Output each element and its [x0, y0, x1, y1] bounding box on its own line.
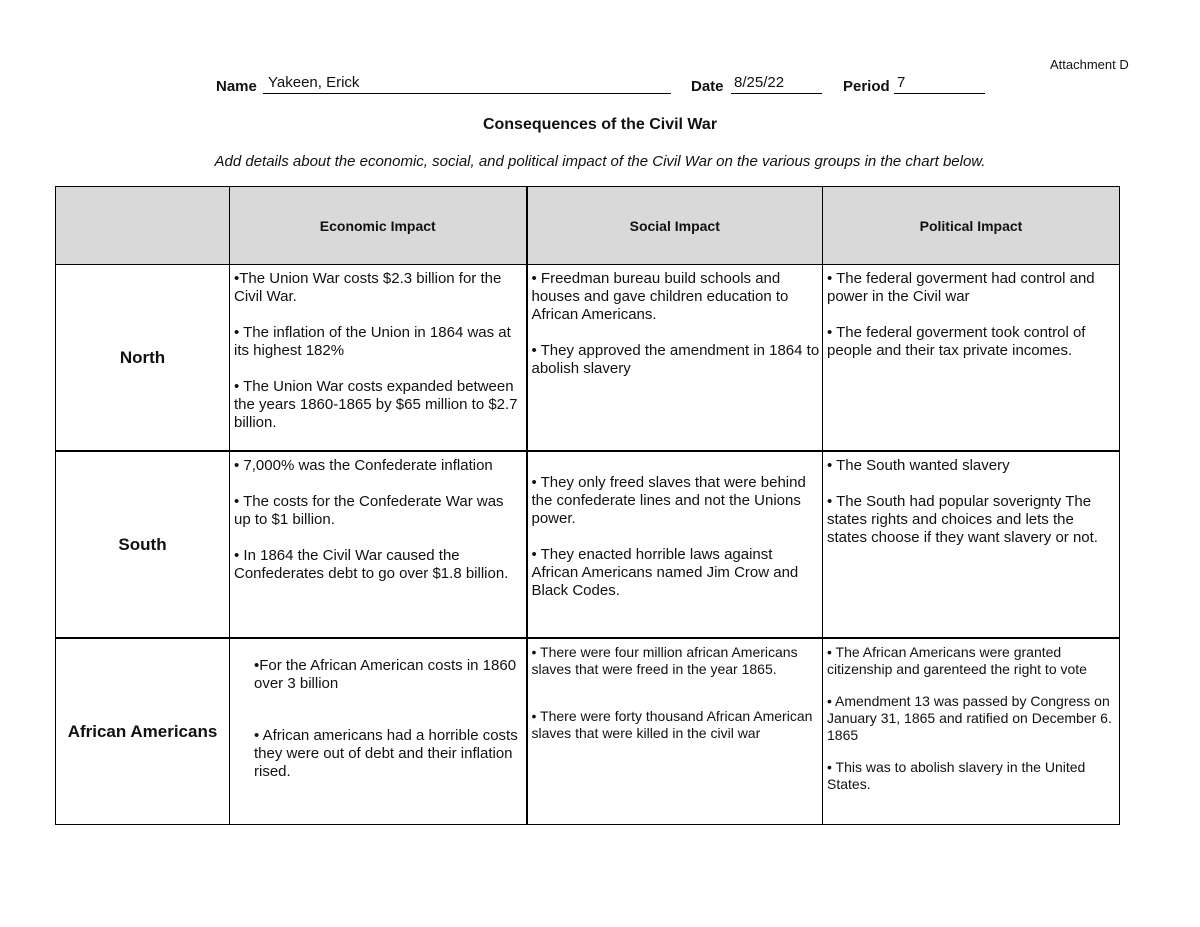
cell-text: • They enacted horrible laws against African Americans named Jim Crow and Black Codes. — [531, 546, 799, 599]
cell-text: • They approved the amendment in 1864 to abolish slavery — [531, 342, 820, 377]
south-political-cell[interactable] — [823, 451, 1120, 638]
north-social-cell[interactable] — [527, 265, 823, 452]
corner-header — [56, 187, 230, 265]
north-economic-cell[interactable] — [230, 265, 527, 452]
impact-table — [55, 186, 1120, 825]
african-americans-political-cell[interactable] — [823, 638, 1120, 825]
economic-header: Economic Impact — [230, 187, 527, 265]
cell-text: • The costs for the Confederate War was up to $1 billion. — [234, 493, 504, 528]
cell-text: • The federal goverment had control and power in the Civil war — [827, 270, 1095, 305]
cell-text: • They only freed slaves that were behind the confederate lines and not the Unions power. — [531, 474, 806, 527]
cell-text: • This was to abolish slavery in the United States. — [827, 759, 1086, 792]
cell-text: • The inflation of the Union in 1864 was at its highest 182% — [234, 324, 511, 359]
table-row — [56, 265, 1120, 452]
social-header: Social Impact — [527, 187, 823, 265]
name-field[interactable]: Yakeen, Erick — [268, 74, 360, 91]
cell-text: • The federal goverment took control of people and their tax private incomes. — [827, 324, 1086, 359]
cell-text: • The Union War costs expanded between the years 1860-1865 by $65 million to $2.7 billion. — [234, 378, 518, 431]
date-label: Date — [691, 78, 724, 95]
cell-text: • 7,000% was the Confederate inflation — [234, 457, 493, 474]
period-field[interactable]: 7 — [897, 74, 906, 91]
date-field[interactable]: 8/25/22 — [734, 74, 785, 91]
cell-text: • African americans had a horrible costs they were out of debt and their inflation rised. — [254, 727, 518, 780]
name-line — [263, 93, 671, 94]
period-line — [894, 93, 985, 94]
political-header: Political Impact — [823, 187, 1120, 265]
cell-text: • The African Americans were granted citizenship and garenteed the right to vote — [827, 644, 1087, 677]
south-economic-cell[interactable] — [230, 451, 527, 638]
name-label: Name — [216, 78, 257, 95]
cell-text: • In 1864 the Civil War caused the Confederates debt to go over $1.8 billion. — [234, 547, 509, 582]
cell-text: • There were four million african Americans slaves that were freed in the year 1865. — [531, 644, 798, 677]
cell-text: • There were forty thousand African American slaves that were killed in the civil war — [531, 708, 813, 741]
instructions: Add details about the economic, social, and political impact of the Civil War on the various groups in the chart below. — [214, 153, 986, 170]
row-label-african-americans: African Americans — [56, 638, 230, 825]
cell-text: • Amendment 13 was passed by Congress on January 31, 1865 and ratified on December 6. 1865 — [827, 693, 1112, 743]
african-americans-social-cell[interactable] — [527, 638, 823, 825]
table-row — [56, 638, 1120, 825]
table-row — [56, 451, 1120, 638]
attachment-label: Attachment D — [1050, 57, 1129, 72]
north-political-cell[interactable] — [823, 265, 1120, 452]
period-label: Period — [843, 78, 890, 95]
south-social-cell[interactable] — [527, 451, 823, 638]
table-header-row — [56, 187, 1120, 265]
row-label-north: North — [56, 265, 230, 452]
cell-text: •For the African American costs in 1860 over 3 billion — [254, 657, 517, 692]
cell-text: • The South wanted slavery — [827, 457, 1010, 474]
cell-text: • Freedman bureau build schools and houses and gave children education to African Americans. — [531, 270, 789, 323]
african-americans-economic-cell[interactable] — [230, 638, 527, 825]
page-title: Consequences of the Civil War — [482, 116, 718, 133]
cell-text: • The South had popular soverignty The states rights and choices and lets the states choose if they want slavery or not. — [827, 493, 1098, 546]
row-label-south: South — [56, 451, 230, 638]
date-line — [731, 93, 822, 94]
cell-text: •The Union War costs $2.3 billion for the Civil War. — [234, 270, 502, 305]
